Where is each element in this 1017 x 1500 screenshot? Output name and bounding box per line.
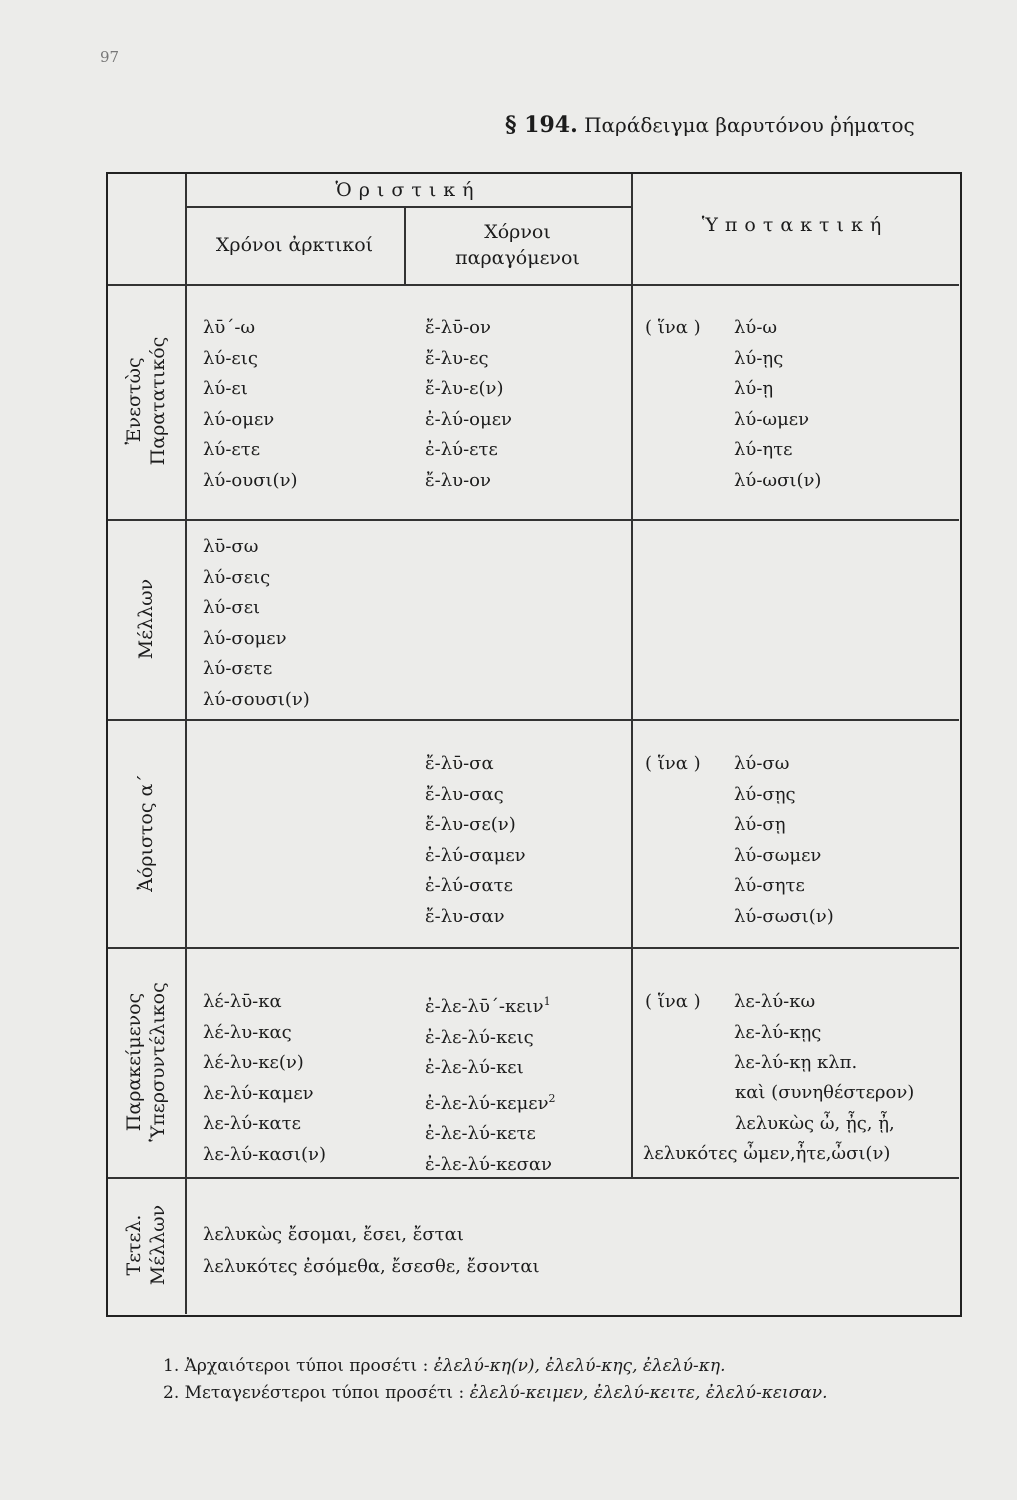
form: λῡ΄-ω — [203, 317, 256, 338]
pluperfect-forms — [425, 987, 556, 1180]
form: ἐ-λε-λύ-κεσαν — [425, 1153, 552, 1175]
form: λύ-ωσι(ν) — [734, 469, 822, 491]
perfect-forms — [203, 987, 326, 1170]
secondary-tenses-header-2: παραγόμενοι — [455, 247, 580, 269]
form: λύ-ῃ — [734, 378, 774, 399]
rule — [108, 519, 959, 521]
perfect-pluperfect-label: Παρακείμενος Ὑπερσυντέλικος — [123, 982, 169, 1142]
future-forms — [203, 532, 310, 715]
rule — [108, 719, 959, 721]
form: ἔ-λυ-σας — [425, 783, 504, 805]
conjugation-table — [106, 172, 962, 1317]
form: λύ-ῃς — [734, 347, 784, 369]
footnote-ref-1: 1 — [543, 995, 551, 1008]
form: λύ-σομεν — [203, 627, 287, 649]
form: λε-λύ-κῃς — [734, 1021, 822, 1043]
form: λέ-λῡ-κα — [203, 991, 282, 1012]
form: λύ-σετε — [203, 658, 273, 679]
form: λύ-εις — [203, 347, 258, 369]
future-perfect-label: Τετελ. Μέλλων — [123, 1204, 169, 1286]
form: λέ-λυ-κας — [203, 1021, 292, 1043]
form: λελυκὼς ἔσομαι, ἔσει, ἔσται — [203, 1224, 464, 1245]
rule — [185, 206, 633, 208]
form: λύ-σουσι(ν) — [203, 688, 310, 710]
form: ἐ-λε-λύ-κεις — [425, 1026, 534, 1048]
present-forms — [203, 313, 298, 496]
form: καὶ (συνηθέστερον) — [735, 1082, 915, 1103]
form: ἐ-λύ-σαμεν — [425, 844, 526, 866]
secondary-tenses-header-1: Χόρνοι — [484, 221, 551, 243]
form: ἐ-λύ-σατε — [425, 875, 513, 896]
present-imperfect-label: Ἐνεστὼς Παρατατικός — [123, 336, 169, 466]
form: λε-λύ-κω — [734, 991, 816, 1012]
form: ἔ-λυ-σαν — [425, 905, 505, 927]
perfect-subjunctive-periphrastic — [643, 1078, 914, 1170]
form: ἔ-λυ-ον — [425, 469, 491, 491]
form: ἐ-λύ-ομεν — [425, 408, 512, 430]
rule — [631, 174, 633, 1177]
form: ἐ-λε-λῡ΄-κειν$^1$ — [425, 995, 551, 1017]
form: λε-λύ-κῃ κλπ. — [734, 1052, 858, 1073]
footnote-1: 1. Ἀρχαιότεροι τύποι προσέτι : ἐλελύ-κη(ν), ἐλελύ-κης, ἐλελύ-κη. — [163, 1356, 726, 1376]
form: ἔ-λυ-ες — [425, 347, 489, 369]
form: λύ-ω — [734, 317, 778, 338]
form: λύ-σει — [203, 597, 261, 618]
form: λελυκὼς ὦ, ᾖς, ᾖ, — [735, 1112, 895, 1134]
hina-label: ( ἵνα ) — [645, 991, 701, 1012]
primary-tenses-header: Χρόνοι ἀρκτικοί — [215, 234, 374, 256]
indicative-header: Ὁριστική — [335, 179, 481, 201]
perfect-subjunctive-forms — [734, 987, 857, 1079]
form: λε-λύ-κατε — [203, 1113, 301, 1134]
section-title: Παράδειγμα βαρυτόνου ῥήματος — [584, 113, 915, 137]
page-number: 97 — [100, 48, 120, 66]
form: ἔ-λυ-ε(ν) — [425, 378, 504, 399]
form: λελυκότες ὦμεν,ἦτε,ὦσι(ν) — [643, 1143, 891, 1164]
rule — [404, 206, 406, 284]
hina-label: ( ἵνα ) — [645, 317, 701, 338]
form: ἐ-λε-λύ-κει — [425, 1057, 524, 1078]
aorist-forms — [425, 749, 526, 932]
rule — [108, 947, 959, 949]
form: λελυκότες ἐσόμεθα, ἔσεσθε, ἔσονται — [203, 1256, 540, 1277]
form: λύ-ουσι(ν) — [203, 469, 298, 491]
subjunctive-header: Ὑποτακτική — [701, 214, 889, 236]
form: λε-λύ-κασι(ν) — [203, 1143, 326, 1165]
form: ἔ-λῡ-ον — [425, 317, 491, 338]
form: λύ-ει — [203, 378, 248, 399]
form: λύ-ητε — [734, 439, 793, 460]
form: λύ-ωμεν — [734, 408, 810, 430]
form: λύ-ετε — [203, 439, 261, 460]
form: λῡ-σω — [203, 536, 259, 557]
rule — [108, 284, 959, 286]
form: λύ-σεις — [203, 566, 271, 588]
future-label: Μέλλων — [135, 578, 157, 660]
form: λύ-σῃ — [734, 814, 786, 835]
form: λύ-ομεν — [203, 408, 275, 430]
page-heading — [505, 112, 915, 138]
form: ἐ-λε-λύ-κετε — [425, 1123, 536, 1144]
section-number: § 194. — [505, 112, 578, 138]
form: λύ-σωσι(ν) — [734, 905, 834, 927]
present-subjunctive-forms — [734, 313, 821, 496]
footnote-2: 2. Μεταγενέστεροι τύποι προσέτι : ἐλελύ-κειμεν, ἐλελύ-κειτε, ἐλελύ-κεισαν. — [163, 1383, 828, 1403]
footnote-ref-2: 2 — [548, 1091, 556, 1105]
form: ἐ-λύ-ετε — [425, 439, 498, 460]
form: λέ-λυ-κε(ν) — [203, 1052, 304, 1073]
form: λύ-σωμεν — [734, 844, 822, 866]
form: λύ-σῃς — [734, 783, 796, 805]
future-perfect-forms — [203, 1219, 540, 1283]
form: λύ-σω — [734, 753, 790, 774]
aorist-label: Ἀόριστος α΄ — [135, 774, 157, 892]
form: λύ-σητε — [734, 875, 805, 896]
form: λε-λύ-καμεν — [203, 1082, 314, 1104]
form: ἔ-λυ-σε(ν) — [425, 814, 516, 835]
aorist-subjunctive-forms — [734, 749, 834, 932]
rule — [185, 174, 187, 1314]
imperfect-forms — [425, 313, 512, 496]
form: ἔ-λῡ-σα — [425, 753, 494, 774]
hina-label: ( ἵνα ) — [645, 753, 701, 774]
form: ἐ-λε-λύ-κεμεν$^2$ — [425, 1091, 556, 1114]
